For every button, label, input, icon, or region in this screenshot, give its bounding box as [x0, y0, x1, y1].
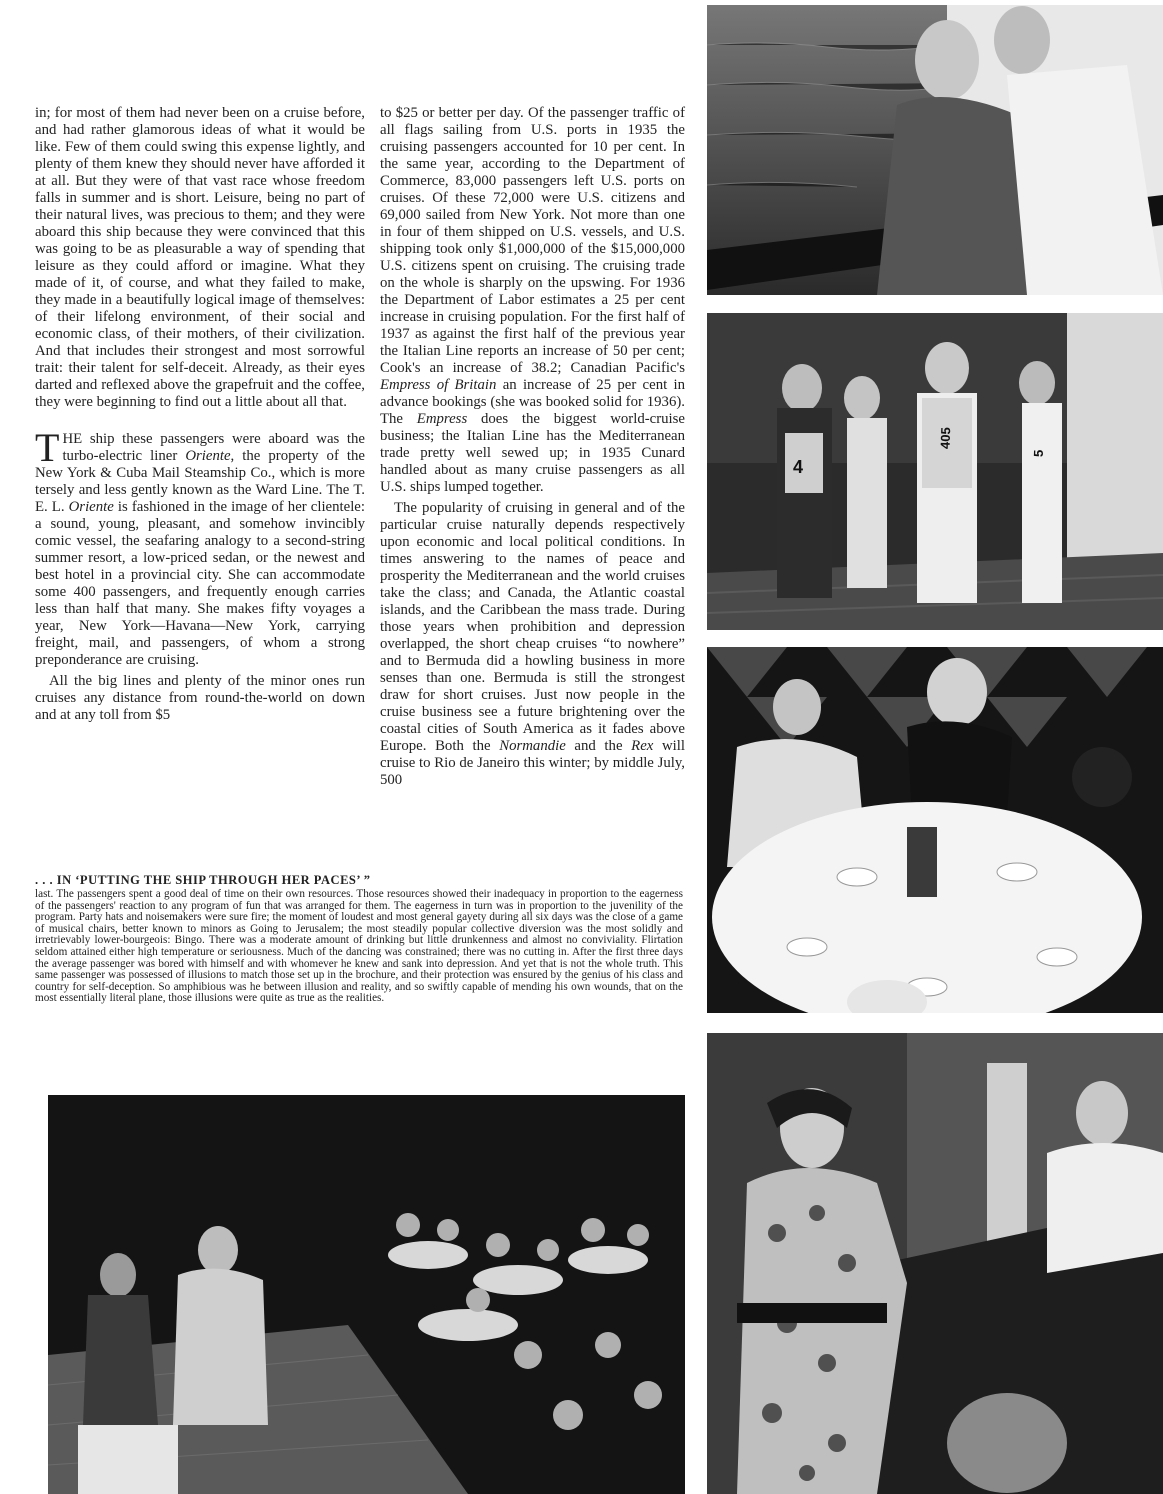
photo-dining-room-dancing: [48, 1095, 685, 1494]
column2-paragraph-2: The popularity of cruising in general and of the particular cruise naturally depends respectively upon economic and local political conditions. In times answering to the names of peace and prosperity the Mediterranean and the world cruises take the class; and Canada, the Atlantic coastal islands, and the Caribbean the mass trade. During those years when prohibition and depression overlapped, the short cheap cruises “to nowhere” and to Bermuda did a howling business in more senses than one. Bermuda is still the strongest draw for short cruises. Just now people in the cruise business see a future brightening over the coastal cities of South America as it fades above Europe. Both the Normandie and the Rex will cruise to Rio de Janeiro this winter; by middle July, 500: [380, 500, 685, 788]
lifejacket-number: 4: [793, 457, 804, 477]
column1-paragraph-2: THE ship these passengers were aboard was the turbo-electric liner Oriente, the property of the New York & Cuba Mail Steamship Co., which is more tersely and less gently known as the Ward Line. The T. E. L. Oriente is fashioned in the image of her clientele: a sound, young, pleasant, and somehow invincibly comic vessel, the seafaring analogy to a second-string summer resort, a low-priced sedan, or the newest and best hotel in a provincial city. She can accommodate some 400 passengers, and frequently enough carries less than half that many. She makes fifty voyages a year, New York—Havana—New York, carrying freight, mail, and passengers, of whom a strong preponderance are cruising.: [35, 425, 365, 668]
photo-couple-at-railing: [707, 5, 1163, 295]
lifejacket-number: 5: [1030, 449, 1047, 458]
photo-lifejacket-drill: [707, 313, 1163, 630]
column2-paragraph-1: to $25 or better per day. Of the passenger traffic of all flags sailing from U.S. ports in 1935 the cruising passengers accounted for 10 per cent. In the same year, according to the Department of Commerce, 83,000 passengers left U.S. ports on cruises. Of these 72,000 were U.S. citizens and 69,000 sailed from New York. Not more than one in four of them shipped on U.S. vessels, and U.S. shipping took only $1,000,000 of the $15,000,000 U.S. citizens spent on cruising. The cruising trade on the whole is sharply on the upswing. For 1936 the Department of Labor estimates a 25 per cent increase in cruising population. For the first half of 1937 as against the first half of the previous year the Italian Line reports an increase of 50 per cent; Cook's an increase of 38.2; Canadian Pacific's Empress of Britain an increase of 25 per cent in advance bookings (she was booked solid for 1936). The Empress does the biggest world-cruise business; the Italian Line has the Mediterranean trade pretty well sewed up; in 1935 Cunard handled about as many cruise passengers as all U.S. ships lumped together.: [380, 105, 685, 495]
column1-paragraph-3: All the big lines and plenty of the minor ones run cruises any distance from round-the-world on down and at any toll from $5: [35, 673, 365, 723]
ship-name: Oriente: [185, 448, 231, 464]
photo-woman-at-bar: [707, 1033, 1163, 1494]
text-column-2: [380, 105, 685, 789]
text-column-1: [35, 105, 365, 724]
column1-paragraph-1: in; for most of them had never been on a cruise before, and had rather glamorous ideas of what it would be like. Few of them could swing this expense lightly, and plenty of them knew they should never have afforded it at all. But they were of that vast race whose freedom falls in summer and is short. Leisure, being no part of their natural lives, was precious to them; and they were aboard this ship because they were convinced that this was going to be as pleasurable a way of spending that leisure as they could afford or imagine. What they made of it, of course, and what they failed to make, they made in a beautifully logical image of themselves: of their lifelong environment, of their social and economic class, of their mothers, of their civilization. And that includes their strongest and most sorrowful trait: their talent for self-deceit. Already, as their eyes darted and reflexed above the grapefruit and the coffee, they were beginning to find out a little about all that.: [35, 105, 365, 410]
caption-body: last. The passengers spent a good deal of time on their own resources. Those resources showed their inadequacy in proportion to the eagerness of the passengers' reaction to any program of fun that was arranged for them. The eagerness in turn was in proportion to the juvenility of the program. Party hats and noisemakers were sure fire; the moment of loudest and most general gayety during all six days was the close of a game of musical chairs, better known to minors as Going to Jerusalem; the most steadily popular collective diversion was the most solidly and irretrievably lower-bourgeois: Bingo. There was a moderate amount of drinking but little drunkenness and almost no conviviality. Flirtation seldom attained either high temperature or seriousness. Much of the dancing was constrained; there was no cutting in. After the first three days the average passenger was bored with himself and with whomever he knew and sank into depression. And yet that is not the whole truth. This same passenger was possessed of illusions to match those set up in the brochure, and their protection was ensured by the genius of his class and country for self-deception. So amphibious was he between illusion and reality, and so swiftly capable of mending his own wounds, that on the most essentially literal plane, those illusions were quite as true as the realities.: [35, 888, 683, 1005]
caption-heading: . . . IN ‘PUTTING THE SHIP THROUGH HER PACES’ ”: [35, 873, 371, 887]
photo-dinner-table: [707, 647, 1163, 1013]
ship-name: Oriente: [68, 499, 114, 515]
drop-cap: T: [35, 425, 60, 470]
lifejacket-number: 405: [937, 426, 954, 450]
